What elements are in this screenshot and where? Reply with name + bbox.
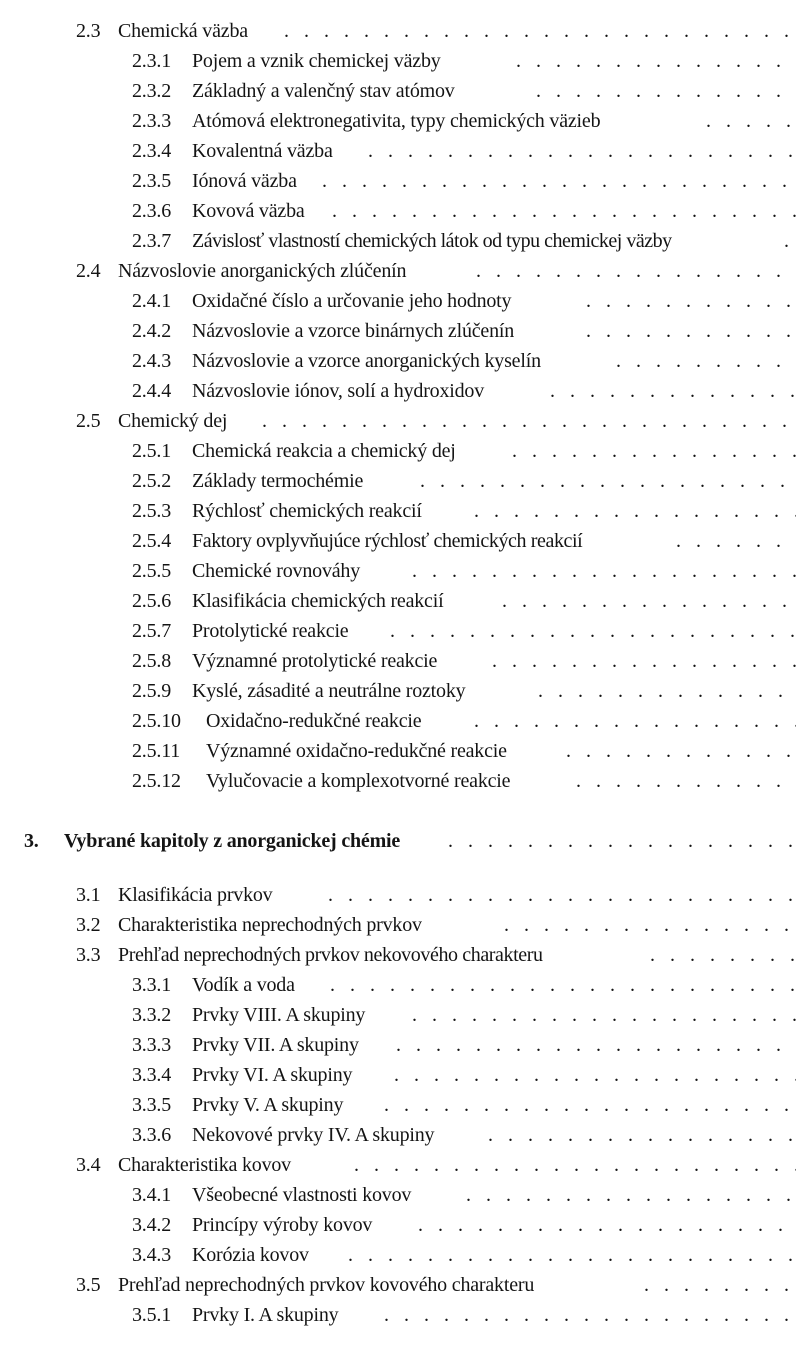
toc-entry-3-3-1 [0, 970, 800, 1000]
toc-chapter-3 [0, 826, 800, 856]
toc-entry-3-4-1 [0, 1180, 800, 1210]
dot-leader [504, 910, 796, 940]
dot-leader [330, 970, 796, 1000]
toc-number: 2.3 [76, 20, 101, 42]
toc-number: 2.5.11 [132, 740, 181, 762]
dot-leader [394, 1060, 796, 1090]
toc-number: 3.3.5 [132, 1094, 172, 1116]
toc-number: 3.3.2 [132, 1004, 172, 1026]
toc-number: 3.5 [76, 1274, 101, 1296]
toc-entry-3-3-2 [0, 1000, 800, 1030]
toc-entry-2-5-5 [0, 556, 800, 586]
dot-leader [354, 1150, 796, 1180]
toc-entry-3-2 [0, 910, 800, 940]
dot-leader [384, 1300, 796, 1330]
dot-leader [418, 1210, 796, 1240]
dot-leader [412, 556, 796, 586]
toc-title: Názvoslovie a vzorce anorganických kyselín [192, 350, 541, 372]
dot-leader [476, 256, 796, 286]
toc-title: Vodík a voda [192, 974, 295, 996]
toc-number: 3.3.1 [132, 974, 172, 996]
dot-leader [676, 526, 796, 556]
dot-leader [322, 166, 796, 196]
toc-number: 2.5.8 [132, 650, 172, 672]
toc-chapter-number: 3. [24, 830, 39, 852]
toc-title: Názvoslovie a vzorce binárnych zlúčenín [192, 320, 515, 342]
toc-title: Prehľad neprechodných prvkov nekovového charakteru [118, 944, 543, 966]
toc-entry-2-4-2 [0, 316, 800, 346]
toc-number: 2.3.1 [132, 50, 172, 72]
dot-leader [538, 676, 796, 706]
dot-leader [348, 1240, 796, 1270]
toc-entry-2-3-1 [0, 46, 800, 76]
toc-title: Názvoslovie iónov, solí a hydroxidov [192, 380, 485, 402]
toc-entry-2-5-10 [0, 706, 800, 736]
toc-entry-3-5-1 [0, 1300, 800, 1330]
toc-entry-2-3-6 [0, 196, 800, 226]
toc-title: Faktory ovplyvňujúce rýchlosť chemických reakcií [192, 530, 583, 552]
dot-leader [412, 1000, 796, 1030]
dot-leader [502, 586, 796, 616]
toc-number: 2.5.2 [132, 470, 172, 492]
toc-title: Významné protolytické reakcie [192, 650, 438, 672]
toc-entry-3-3-3 [0, 1030, 800, 1060]
toc-entry-2-5-4 [0, 526, 800, 556]
dot-leader [650, 940, 796, 970]
toc-chapter-title: Vybrané kapitoly z anorganickej chémie [64, 830, 401, 852]
toc-number: 3.5.1 [132, 1304, 172, 1326]
dot-leader [536, 76, 796, 106]
toc-entry-3-4-2 [0, 1210, 800, 1240]
toc-entry-3-3-4 [0, 1060, 800, 1090]
toc-entry-2-4 [0, 256, 800, 286]
toc-number: 3.4 [76, 1154, 101, 1176]
toc-entry-3-3-6 [0, 1120, 800, 1150]
toc-title: Korózia kovov [192, 1244, 309, 1266]
toc-entry-2-4-1 [0, 286, 800, 316]
toc-number: 2.4 [76, 260, 101, 282]
toc-entry-2-4-3 [0, 346, 800, 376]
toc-entry-3-3-5 [0, 1090, 800, 1120]
toc-number: 2.5.1 [132, 440, 172, 462]
toc-entry-2-5-1 [0, 436, 800, 466]
toc-number: 2.5.6 [132, 590, 172, 612]
toc-number: 2.5.10 [132, 710, 181, 732]
toc-number: 2.3.5 [132, 170, 172, 192]
toc-entry-2-5-8 [0, 646, 800, 676]
toc-number: 2.5.3 [132, 500, 172, 522]
toc-entry-3-1 [0, 880, 800, 910]
dot-leader [576, 766, 796, 796]
toc-title: Závislosť vlastností chemických látok od typu chemickej väzby [192, 230, 672, 252]
toc-number: 3.3.6 [132, 1124, 172, 1146]
toc-number: 2.4.4 [132, 380, 172, 402]
toc-title: Názvoslovie anorganických zlúčenín [118, 260, 407, 282]
toc-number: 2.3.6 [132, 200, 172, 222]
dot-leader [706, 106, 796, 136]
toc-entry-2-5-2 [0, 466, 800, 496]
toc-entry-2-3-7 [0, 226, 800, 256]
toc-entry-2-5-9 [0, 676, 800, 706]
dot-leader [284, 16, 796, 46]
toc-entry-2-3 [0, 16, 800, 46]
toc-title: Prvky VII. A skupiny [192, 1034, 359, 1056]
dot-leader [488, 1120, 796, 1150]
dot-leader [586, 316, 796, 346]
toc-title: Chemická reakcia a chemický dej [192, 440, 456, 462]
dot-leader [448, 826, 796, 856]
toc-entry-2-5-11 [0, 736, 800, 766]
toc-title: Prehľad neprechodných prvkov kovového charakteru [118, 1274, 535, 1296]
toc-number: 3.4.2 [132, 1214, 172, 1236]
toc-entry-2-5-6 [0, 586, 800, 616]
toc-title: Prvky VIII. A skupiny [192, 1004, 366, 1026]
toc-title: Chemická väzba [118, 20, 248, 42]
toc-title: Všeobecné vlastnosti kovov [192, 1184, 412, 1206]
toc-entry-3-4 [0, 1150, 800, 1180]
toc-entry-2-5 [0, 406, 800, 436]
toc-number: 2.5.7 [132, 620, 172, 642]
toc-title: Prvky I. A skupiny [192, 1304, 339, 1326]
toc-title: Pojem a vznik chemickej väzby [192, 50, 441, 72]
toc-title: Protolytické reakcie [192, 620, 349, 642]
dot-leader [262, 406, 796, 436]
dot-leader [550, 376, 796, 406]
dot-leader [420, 466, 796, 496]
toc-title: Klasifikácia prvkov [118, 884, 273, 906]
toc-number: 2.4.2 [132, 320, 172, 342]
dot-leader [474, 706, 796, 736]
toc-title: Vylučovacie a komplexotvorné reakcie [206, 770, 511, 792]
toc-entry-3-4-3 [0, 1240, 800, 1270]
toc-title: Nekovové prvky IV. A skupiny [192, 1124, 435, 1146]
dot-leader [384, 1090, 796, 1120]
toc-entry-2-5-12 [0, 766, 800, 796]
toc-number: 3.3.4 [132, 1064, 172, 1086]
dot-leader [328, 880, 796, 910]
dot-leader [466, 1180, 796, 1210]
toc-number: 2.3.2 [132, 80, 172, 102]
toc-title: Oxidačné číslo a určovanie jeho hodnoty [192, 290, 512, 312]
toc-title: Klasifikácia chemických reakcií [192, 590, 444, 612]
toc-number: 2.3.3 [132, 110, 172, 132]
dot-leader [644, 1270, 796, 1300]
dot-leader [492, 646, 796, 676]
toc-entry-2-5-7 [0, 616, 800, 646]
toc-number: 2.5.9 [132, 680, 172, 702]
toc-number: 3.2 [76, 914, 101, 936]
toc-entry-2-3-2 [0, 76, 800, 106]
dot-leader [332, 196, 796, 226]
toc-title: Kyslé, zásadité a neutrálne roztoky [192, 680, 466, 702]
toc-title: Základný a valenčný stav atómov [192, 80, 455, 102]
toc-entry-2-5-3 [0, 496, 800, 526]
toc-title: Atómová elektronegativita, typy chemických väzieb [192, 110, 601, 132]
toc-number: 2.5 [76, 410, 101, 432]
dot-leader [516, 46, 796, 76]
toc-number: 2.4.3 [132, 350, 172, 372]
toc-title: Rýchlosť chemických reakcií [192, 500, 422, 522]
toc-title: Základy termochémie [192, 470, 364, 492]
dot-leader [368, 136, 796, 166]
toc-title: Chemický dej [118, 410, 228, 432]
dot-leader [566, 736, 796, 766]
toc-title: Chemické rovnováhy [192, 560, 361, 582]
toc-number: 2.5.4 [132, 530, 172, 552]
toc-title: Kovalentná väzba [192, 140, 333, 162]
toc-title: Prvky VI. A skupiny [192, 1064, 353, 1086]
toc-number: 3.4.1 [132, 1184, 172, 1206]
toc-number: 3.4.3 [132, 1244, 172, 1266]
toc-number: 2.3.4 [132, 140, 172, 162]
toc-number: 2.4.1 [132, 290, 172, 312]
toc-title: Kovová väzba [192, 200, 305, 222]
toc-title: Princípy výroby kovov [192, 1214, 373, 1236]
toc-entry-2-3-3 [0, 106, 800, 136]
toc-number: 3.3.3 [132, 1034, 172, 1056]
toc-title: Charakteristika neprechodných prvkov [118, 914, 422, 936]
dot-leader [784, 226, 796, 256]
toc-number: 2.5.5 [132, 560, 172, 582]
toc-number: 3.3 [76, 944, 101, 966]
toc-entry-3-3 [0, 940, 800, 970]
dot-leader [474, 496, 796, 526]
dot-leader [586, 286, 796, 316]
dot-leader [512, 436, 796, 466]
toc-entry-2-3-4 [0, 136, 800, 166]
toc-number: 3.1 [76, 884, 101, 906]
toc-title: Oxidačno-redukčné reakcie [206, 710, 422, 732]
dot-leader [616, 346, 796, 376]
toc-number: 2.3.7 [132, 230, 172, 252]
dot-leader [390, 616, 796, 646]
toc-entry-2-3-5 [0, 166, 800, 196]
toc-entry-3-5 [0, 1270, 800, 1300]
toc-title: Iónová väzba [192, 170, 297, 192]
dot-leader [396, 1030, 796, 1060]
toc-title: Charakteristika kovov [118, 1154, 291, 1176]
toc-title: Významné oxidačno-redukčné reakcie [206, 740, 507, 762]
toc-number: 2.5.12 [132, 770, 181, 792]
toc-entry-2-4-4 [0, 376, 800, 406]
toc-title: Prvky V. A skupiny [192, 1094, 344, 1116]
